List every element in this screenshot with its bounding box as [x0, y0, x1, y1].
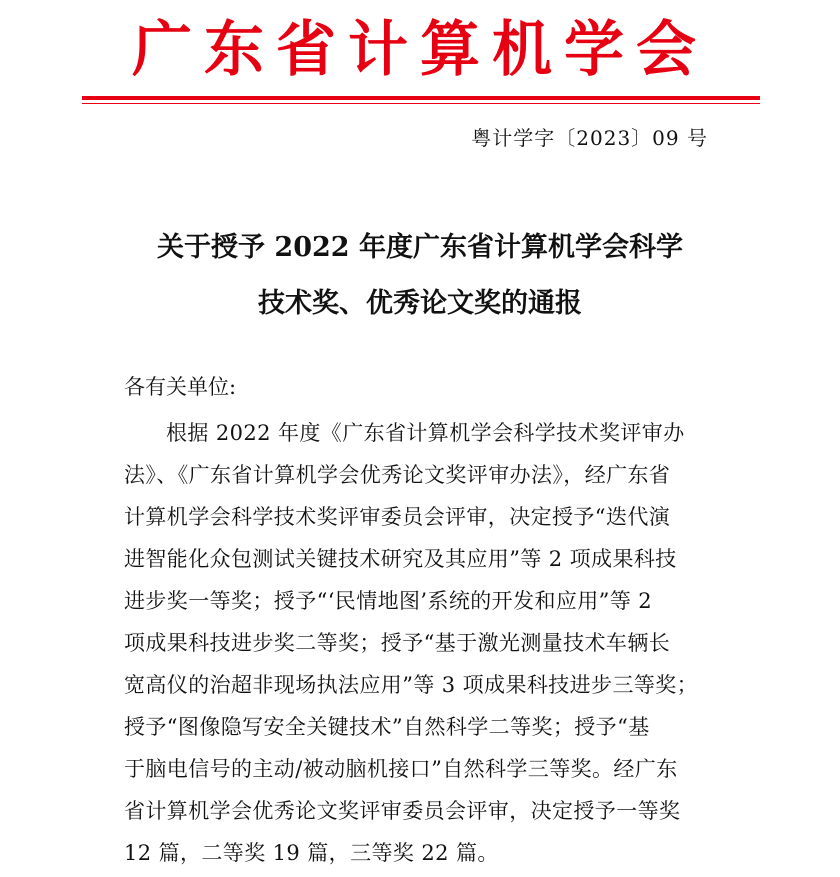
letterhead-divider-thick	[82, 96, 760, 100]
body-line: 授予“图像隐写安全关键技术”自然科学二等奖；授予“基	[124, 715, 650, 739]
body-line: 进智能化众包测试关键技术研究及其应用”等 2 项成果科技	[124, 547, 677, 571]
body-line: 宽高仪的治超非现场执法应用”等 3 项成果科技进步三等奖；	[124, 673, 699, 697]
body-line: 于脑电信号的主动/被动脑机接口”自然科学三等奖。经广东	[124, 757, 678, 781]
salutation: 各有关单位:	[124, 375, 237, 399]
body-paragraph	[124, 412, 726, 874]
document-number: 粤计学字〔2023〕09 号	[471, 126, 708, 150]
document-title	[80, 220, 760, 332]
document-title-line-1: 关于授予 2022 年度广东省计算机学会科学	[157, 232, 683, 263]
body-line: 法》、《广东省计算机学会优秀论文奖评审办法》，经广东省	[124, 463, 671, 487]
letterhead-org-name: 广东省计算机学会	[132, 15, 708, 85]
body-line: 项成果科技进步奖二等奖；授予“基于激光测量技术车辆长	[124, 631, 671, 655]
body-line: 进步奖一等奖；授予“‘民情地图’系统的开发和应用”等 2	[124, 589, 653, 613]
document-title-line-2: 技术奖、优秀论文奖的通报	[258, 288, 582, 319]
body-line: 12 篇，二等奖 19 篇，三等奖 22 篇。	[124, 841, 499, 865]
body-line: 计算机学会科学技术奖评审委员会评审，决定授予“迭代演	[124, 505, 671, 529]
body-line: 根据 2022 年度《广东省计算机学会科学技术奖评审办	[166, 421, 685, 445]
body-line: 省计算机学会优秀论文奖评审委员会评审，决定授予一等奖	[124, 799, 681, 823]
letterhead-divider-thin	[82, 103, 760, 104]
